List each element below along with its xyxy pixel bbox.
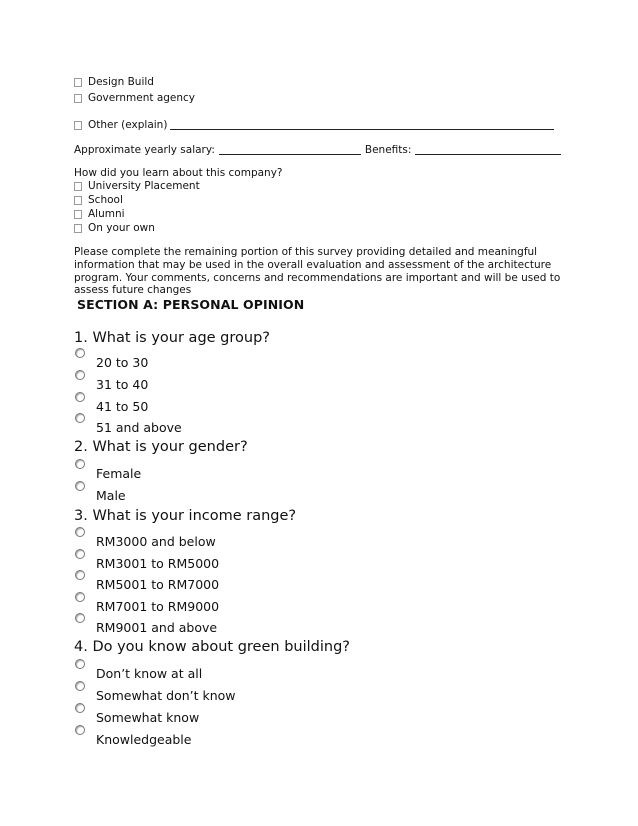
radio-option[interactable] [74, 413, 374, 435]
radio-option[interactable] [74, 725, 374, 747]
checkbox-icon[interactable] [74, 78, 82, 87]
checkbox-item-other[interactable] [74, 118, 554, 132]
radio-label: RM3001 to RM5000 [96, 556, 220, 571]
radio-label: Don’t know at all [96, 666, 203, 681]
intro-paragraph [74, 246, 564, 297]
checkbox-icon[interactable] [74, 224, 82, 233]
radio-icon[interactable] [75, 681, 85, 691]
radio-label: 51 and above [96, 420, 182, 435]
radio-option[interactable] [74, 613, 374, 635]
radio-icon[interactable] [75, 527, 85, 537]
radio-icon[interactable] [75, 370, 85, 380]
radio-option[interactable] [74, 527, 374, 549]
checkbox-icon[interactable] [74, 121, 82, 130]
question-3: 3. What is your income range? [74, 508, 297, 524]
radio-icon[interactable] [75, 549, 85, 559]
salary-label: Approximate yearly salary: [74, 144, 215, 156]
salary-row [74, 143, 561, 157]
other-explain-blank[interactable] [170, 120, 554, 130]
radio-icon[interactable] [75, 348, 85, 358]
checkbox-label: Government agency [88, 92, 196, 104]
radio-icon[interactable] [75, 659, 85, 669]
checkbox-label: School [88, 194, 123, 206]
question-2: 2. What is your gender? [74, 439, 248, 455]
question-1: 1. What is your age group? [74, 330, 270, 346]
radio-option[interactable] [74, 348, 374, 370]
radio-label: RM9001 and above [96, 620, 218, 635]
learn-question-text: How did you learn about this company? [74, 167, 283, 179]
learn-question [74, 166, 283, 180]
radio-label: Knowledgeable [96, 732, 192, 747]
checkbox-item-school[interactable] [74, 193, 123, 207]
checkbox-label: Other (explain) [88, 119, 168, 131]
checkbox-icon[interactable] [74, 94, 82, 103]
checkbox-label: Alumni [88, 208, 125, 220]
checkbox-item-government-agency[interactable] [74, 91, 195, 105]
radio-option[interactable] [74, 549, 374, 571]
radio-label: Somewhat know [96, 710, 200, 725]
radio-icon[interactable] [75, 592, 85, 602]
radio-option[interactable] [74, 659, 374, 681]
radio-icon[interactable] [75, 392, 85, 402]
radio-option[interactable] [74, 592, 374, 614]
benefits-label: Benefits: [364, 144, 412, 156]
radio-icon[interactable] [75, 413, 85, 423]
radio-icon[interactable] [75, 570, 85, 580]
question-4: 4. Do you know about green building? [74, 639, 350, 655]
radio-option[interactable] [74, 392, 374, 414]
radio-label: Female [96, 466, 142, 481]
radio-icon[interactable] [75, 703, 85, 713]
radio-option[interactable] [74, 459, 374, 481]
intro-line: Please complete the remaining portion of this survey providing detailed and meaningful [74, 246, 538, 258]
checkbox-icon[interactable] [74, 182, 82, 191]
radio-option[interactable] [74, 703, 374, 725]
section-heading: SECTION A: PERSONAL OPINION [77, 297, 305, 312]
intro-line: assess future changes [74, 284, 192, 297]
radio-option[interactable] [74, 370, 374, 392]
radio-option[interactable] [74, 481, 374, 503]
checkbox-label: Design Build [88, 76, 154, 88]
radio-label: RM7001 to RM9000 [96, 599, 220, 614]
checkbox-icon[interactable] [74, 210, 82, 219]
intro-line: program. Your comments, concerns and recommendations are important and will be used to [74, 271, 561, 284]
radio-label: 20 to 30 [96, 355, 149, 370]
radio-icon[interactable] [75, 725, 85, 735]
radio-label: 41 to 50 [96, 399, 149, 414]
radio-icon[interactable] [75, 459, 85, 469]
checkbox-item-alumni[interactable] [74, 207, 125, 221]
checkbox-label: On your own [88, 222, 155, 234]
intro-line: information that may be used in the overall evaluation and assessment of the architecture [74, 258, 552, 271]
radio-label: RM5001 to RM7000 [96, 577, 220, 592]
salary-blank[interactable] [219, 145, 361, 155]
radio-label: Somewhat don’t know [96, 688, 236, 703]
benefits-blank[interactable] [415, 145, 561, 155]
checkbox-label: University Placement [88, 180, 200, 192]
radio-icon[interactable] [75, 613, 85, 623]
radio-icon[interactable] [75, 481, 85, 491]
checkbox-icon[interactable] [74, 196, 82, 205]
checkbox-item-design-build[interactable] [74, 75, 154, 89]
radio-label: Male [96, 488, 126, 503]
radio-label: RM3000 and below [96, 534, 216, 549]
radio-option[interactable] [74, 570, 374, 592]
radio-label: 31 to 40 [96, 377, 149, 392]
checkbox-item-on-your-own[interactable] [74, 221, 155, 235]
checkbox-item-university-placement[interactable] [74, 179, 200, 193]
radio-option[interactable] [74, 681, 374, 703]
